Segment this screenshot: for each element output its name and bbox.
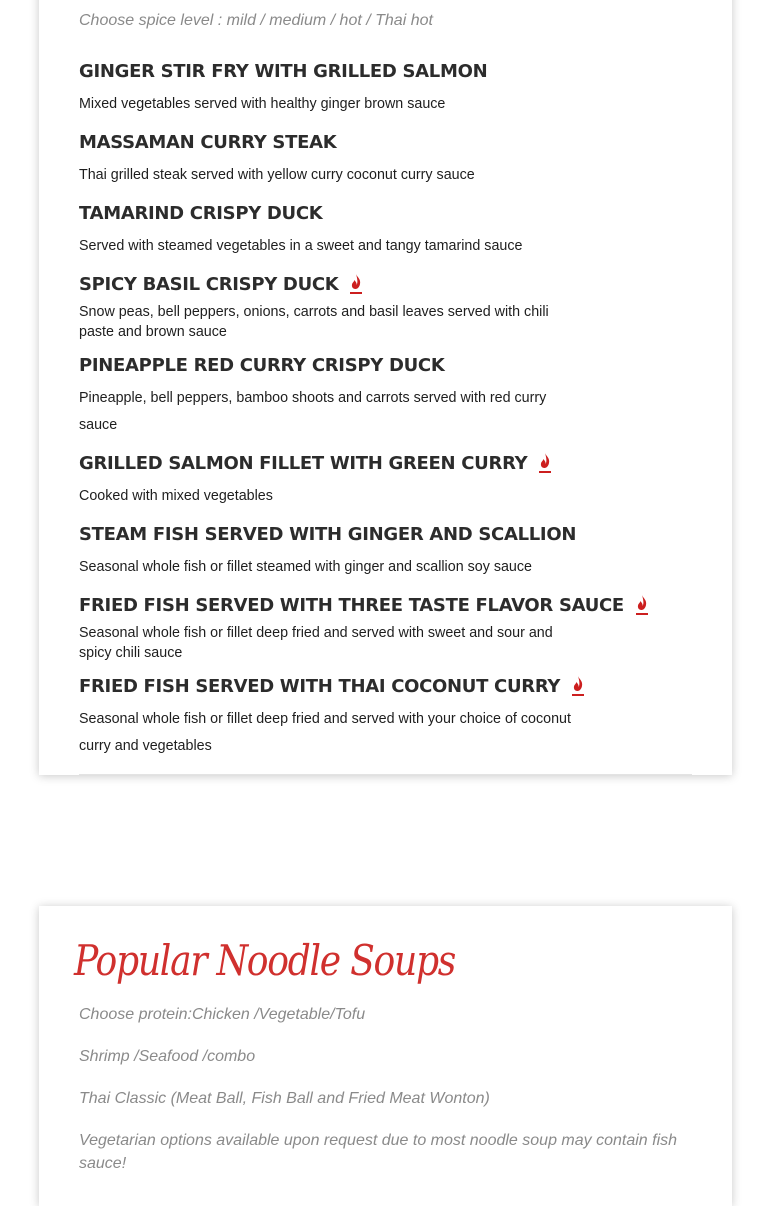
spice-level-note: Choose spice level : mild / medium / hot / Thai hot	[79, 12, 433, 29]
menu-item-description: Mixed vegetables served with healthy ginger brown sauce	[79, 96, 446, 112]
menu-item-title: STEAM FISH SERVED WITH GINGER AND SCALLION	[79, 524, 577, 545]
menu-item-title: GRILLED SALMON FILLET WITH GREEN CURRY	[79, 452, 553, 476]
menu-item-description: Served with steamed vegetables in a sweet and tangy tamarind sauce	[79, 238, 523, 254]
menu-item-description: Seasonal whole fish or fillet deep fried and served with sweet and sour and spicy chili sauce	[79, 625, 553, 661]
flame-icon	[537, 452, 553, 474]
flame-icon	[348, 273, 364, 295]
menu-item-title: MASSAMAN CURRY STEAK	[79, 132, 337, 153]
protein-note: Choose protein:Chicken /Vegetable/Tofu	[79, 1006, 366, 1023]
menu-item-title: PINEAPPLE RED CURRY CRISPY DUCK	[79, 355, 445, 376]
flame-icon	[634, 594, 650, 616]
menu-item-title: GINGER STIR FRY WITH GRILLED SALMON	[79, 61, 488, 82]
menu-item-description: Seasonal whole fish or fillet deep fried and served with your choice of coconut curry and vegetables	[79, 711, 571, 754]
menu-item-description: Thai grilled steak served with yellow curry coconut curry sauce	[79, 167, 475, 183]
menu-item-title: FRIED FISH SERVED WITH THREE TASTE FLAVOR SAUCE	[79, 594, 650, 618]
protein-note: Shrimp /Seafood /combo	[79, 1048, 256, 1065]
vegetarian-note: Vegetarian options available upon request due to most noodle soup may contain fish sauce!	[79, 1132, 678, 1172]
menu-item-title: SPICY BASIL CRISPY DUCK	[79, 273, 364, 297]
menu-item-description: Pineapple, bell peppers, bamboo shoots and carrots served with red curry sauce	[79, 390, 547, 433]
menu-item-description: Seasonal whole fish or fillet steamed with ginger and scallion soy sauce	[79, 559, 532, 575]
menu-item-description: Cooked with mixed vegetables	[79, 488, 273, 504]
menu-item-title: TAMARIND CRISPY DUCK	[79, 203, 323, 224]
classic-note: Thai Classic (Meat Ball, Fish Ball and Fried Meat Wonton)	[79, 1090, 490, 1107]
section-title-noodle-soups: Popular Noodle Soups	[74, 936, 456, 985]
menu-item-description: Snow peas, bell peppers, onions, carrots and basil leaves served with chili paste and brown sauce	[79, 304, 549, 340]
section-divider	[79, 774, 692, 775]
flame-icon	[570, 675, 586, 697]
menu-item-title: FRIED FISH SERVED WITH THAI COCONUT CURRY	[79, 675, 586, 699]
